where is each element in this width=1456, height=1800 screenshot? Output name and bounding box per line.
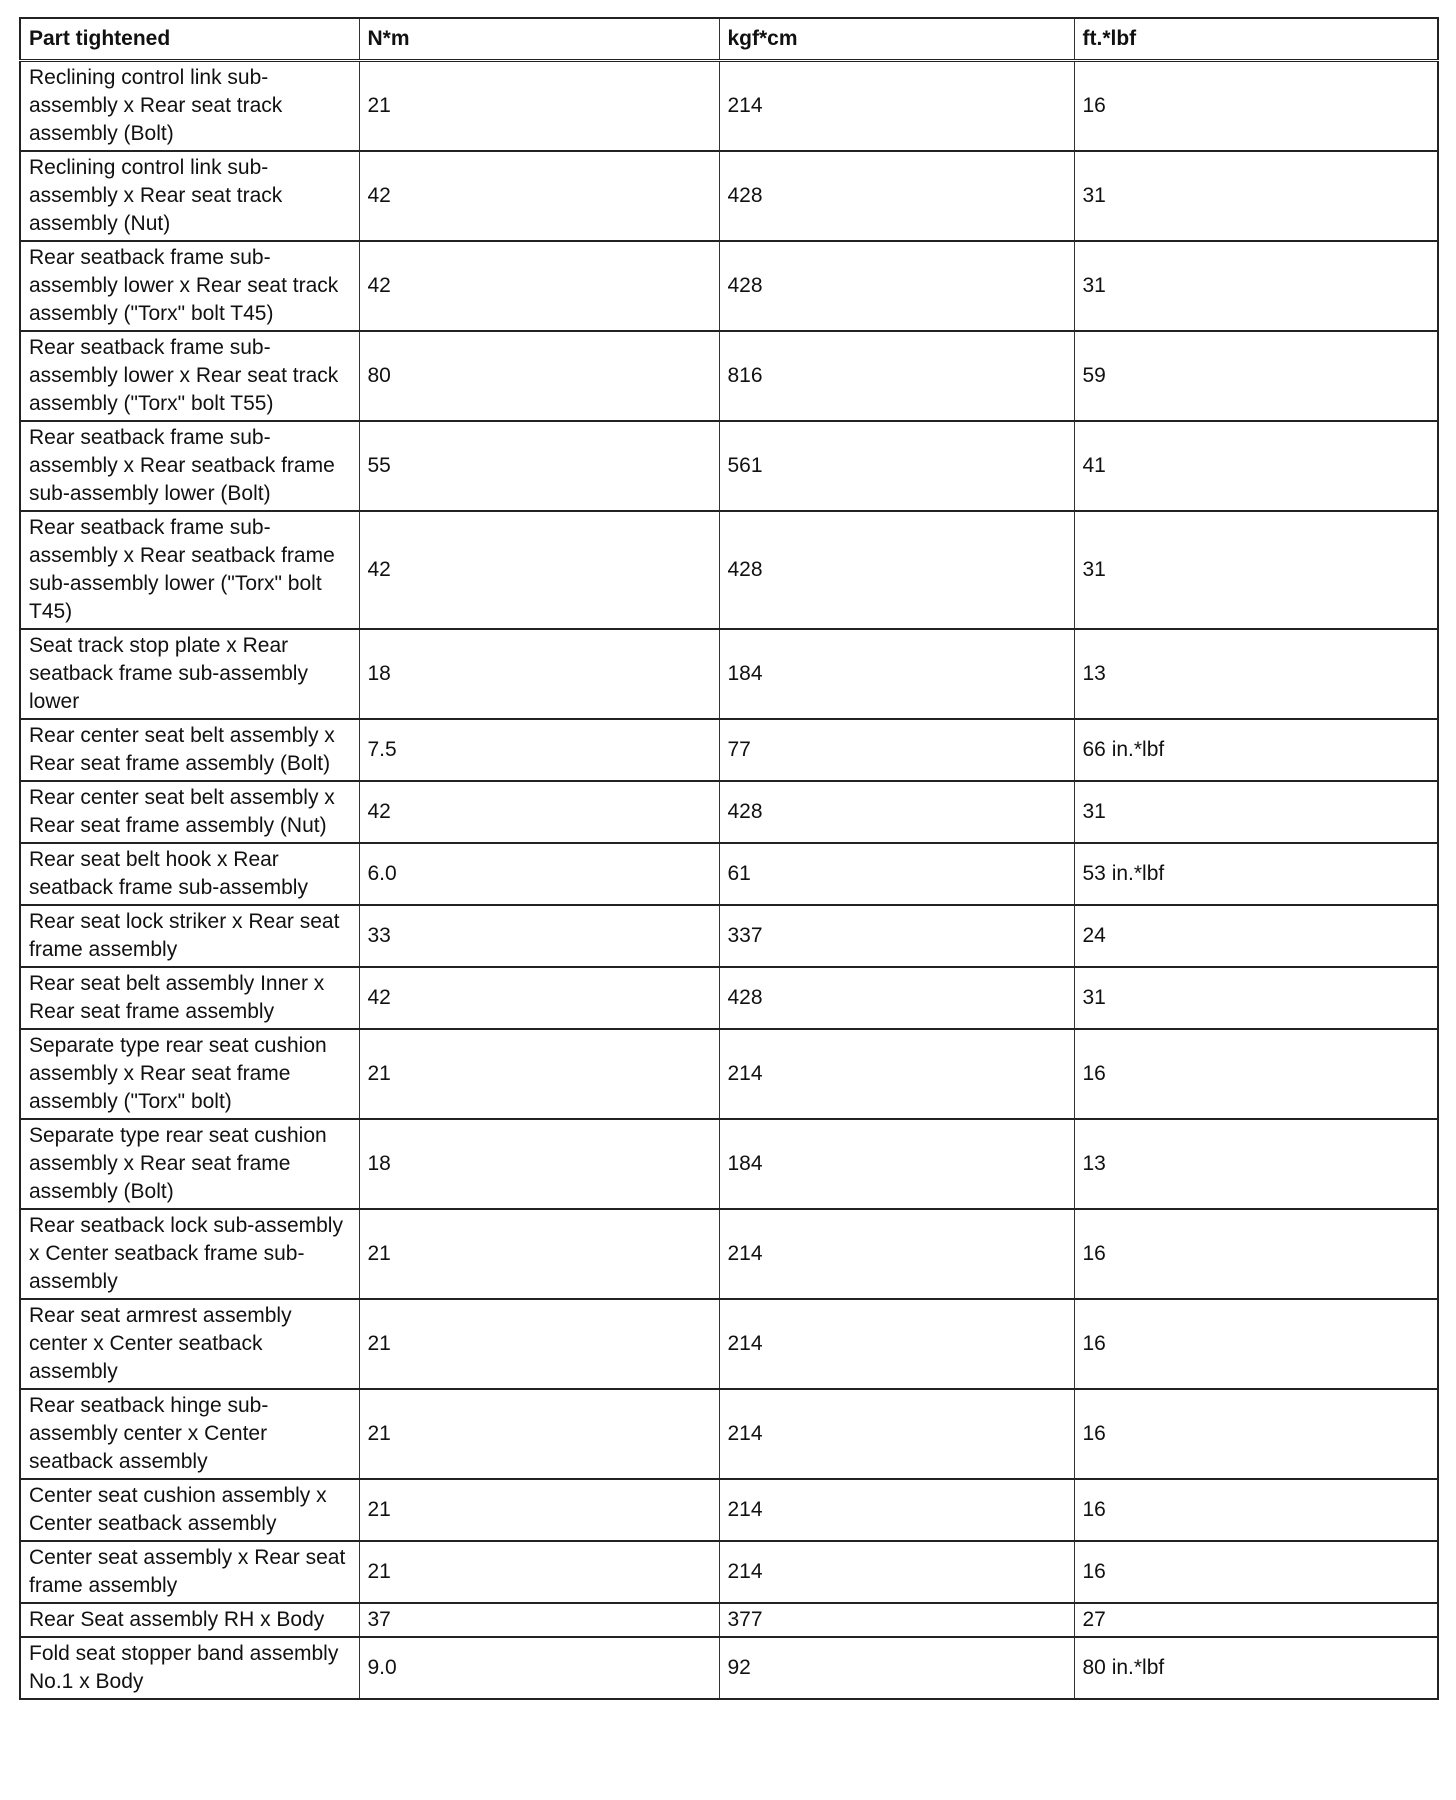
cell-ft-lbf: 13 xyxy=(1074,1119,1438,1209)
cell-kgf-cm: 214 xyxy=(719,1209,1074,1299)
cell-part-tightened: Seat track stop plate x Rear seatback frame sub-assembly lower xyxy=(20,629,359,719)
cell-kgf-cm: 77 xyxy=(719,719,1074,781)
cell-kgf-cm: 377 xyxy=(719,1603,1074,1637)
cell-kgf-cm: 561 xyxy=(719,421,1074,511)
cell-newton-meter: 42 xyxy=(359,781,719,843)
table-row xyxy=(20,905,1438,967)
header-part-tightened: Part tightened xyxy=(20,18,359,61)
cell-part-tightened: Rear seatback frame sub-assembly x Rear seatback frame sub-assembly lower ("Torx" bolt T45) xyxy=(20,511,359,629)
cell-newton-meter: 80 xyxy=(359,331,719,421)
cell-kgf-cm: 428 xyxy=(719,151,1074,241)
cell-kgf-cm: 428 xyxy=(719,241,1074,331)
cell-kgf-cm: 214 xyxy=(719,1541,1074,1603)
table-header xyxy=(20,18,1438,61)
cell-newton-meter: 42 xyxy=(359,967,719,1029)
cell-ft-lbf: 16 xyxy=(1074,1299,1438,1389)
cell-part-tightened: Rear seatback frame sub-assembly x Rear seatback frame sub-assembly lower (Bolt) xyxy=(20,421,359,511)
cell-newton-meter: 7.5 xyxy=(359,719,719,781)
table-row xyxy=(20,1299,1438,1389)
cell-newton-meter: 33 xyxy=(359,905,719,967)
cell-newton-meter: 55 xyxy=(359,421,719,511)
cell-part-tightened: Rear Seat assembly RH x Body xyxy=(20,1603,359,1637)
cell-part-tightened: Reclining control link sub-assembly x Rear seat track assembly (Bolt) xyxy=(20,61,359,152)
cell-ft-lbf: 31 xyxy=(1074,511,1438,629)
cell-part-tightened: Rear center seat belt assembly x Rear seat frame assembly (Nut) xyxy=(20,781,359,843)
header-kgf-cm: kgf*cm xyxy=(719,18,1074,61)
cell-ft-lbf: 16 xyxy=(1074,61,1438,152)
cell-newton-meter: 21 xyxy=(359,1029,719,1119)
cell-part-tightened: Rear seat lock striker x Rear seat frame assembly xyxy=(20,905,359,967)
cell-part-tightened: Fold seat stopper band assembly No.1 x Body xyxy=(20,1637,359,1699)
cell-ft-lbf: 16 xyxy=(1074,1209,1438,1299)
cell-kgf-cm: 428 xyxy=(719,967,1074,1029)
table-row xyxy=(20,719,1438,781)
cell-ft-lbf: 13 xyxy=(1074,629,1438,719)
table-row xyxy=(20,1603,1438,1637)
table-row xyxy=(20,1479,1438,1541)
cell-kgf-cm: 92 xyxy=(719,1637,1074,1699)
cell-kgf-cm: 214 xyxy=(719,61,1074,152)
cell-ft-lbf: 16 xyxy=(1074,1389,1438,1479)
header-newton-meter: N*m xyxy=(359,18,719,61)
cell-newton-meter: 42 xyxy=(359,151,719,241)
cell-ft-lbf: 24 xyxy=(1074,905,1438,967)
cell-part-tightened: Reclining control link sub-assembly x Rear seat track assembly (Nut) xyxy=(20,151,359,241)
table-row xyxy=(20,331,1438,421)
table-row xyxy=(20,151,1438,241)
cell-kgf-cm: 428 xyxy=(719,781,1074,843)
cell-part-tightened: Center seat assembly x Rear seat frame assembly xyxy=(20,1541,359,1603)
table-row xyxy=(20,1209,1438,1299)
cell-part-tightened: Rear center seat belt assembly x Rear seat frame assembly (Bolt) xyxy=(20,719,359,781)
cell-ft-lbf: 31 xyxy=(1074,967,1438,1029)
cell-kgf-cm: 214 xyxy=(719,1389,1074,1479)
cell-ft-lbf: 66 in.*lbf xyxy=(1074,719,1438,781)
cell-newton-meter: 42 xyxy=(359,511,719,629)
cell-ft-lbf: 31 xyxy=(1074,241,1438,331)
cell-ft-lbf: 80 in.*lbf xyxy=(1074,1637,1438,1699)
table-row xyxy=(20,781,1438,843)
cell-newton-meter: 21 xyxy=(359,61,719,152)
table-row xyxy=(20,511,1438,629)
cell-ft-lbf: 16 xyxy=(1074,1479,1438,1541)
cell-newton-meter: 42 xyxy=(359,241,719,331)
header-ft-lbf: ft.*lbf xyxy=(1074,18,1438,61)
table-row xyxy=(20,1541,1438,1603)
cell-part-tightened: Separate type rear seat cushion assembly x Rear seat frame assembly (Bolt) xyxy=(20,1119,359,1209)
cell-newton-meter: 18 xyxy=(359,629,719,719)
cell-ft-lbf: 53 in.*lbf xyxy=(1074,843,1438,905)
cell-part-tightened: Rear seat belt hook x Rear seatback frame sub-assembly xyxy=(20,843,359,905)
cell-newton-meter: 21 xyxy=(359,1299,719,1389)
cell-part-tightened: Rear seatback frame sub-assembly lower x Rear seat track assembly ("Torx" bolt T55) xyxy=(20,331,359,421)
cell-part-tightened: Rear seat belt assembly Inner x Rear seat frame assembly xyxy=(20,967,359,1029)
cell-kgf-cm: 428 xyxy=(719,511,1074,629)
cell-newton-meter: 6.0 xyxy=(359,843,719,905)
cell-newton-meter: 21 xyxy=(359,1209,719,1299)
cell-newton-meter: 9.0 xyxy=(359,1637,719,1699)
cell-part-tightened: Separate type rear seat cushion assembly x Rear seat frame assembly ("Torx" bolt) xyxy=(20,1029,359,1119)
cell-part-tightened: Rear seatback frame sub-assembly lower x Rear seat track assembly ("Torx" bolt T45) xyxy=(20,241,359,331)
cell-kgf-cm: 214 xyxy=(719,1029,1074,1119)
cell-kgf-cm: 184 xyxy=(719,629,1074,719)
cell-kgf-cm: 184 xyxy=(719,1119,1074,1209)
table-row xyxy=(20,1637,1438,1699)
cell-kgf-cm: 337 xyxy=(719,905,1074,967)
table-row xyxy=(20,1029,1438,1119)
table-row xyxy=(20,1119,1438,1209)
cell-ft-lbf: 41 xyxy=(1074,421,1438,511)
cell-ft-lbf: 16 xyxy=(1074,1029,1438,1119)
table-row xyxy=(20,1389,1438,1479)
cell-newton-meter: 37 xyxy=(359,1603,719,1637)
cell-part-tightened: Rear seat armrest assembly center x Center seatback assembly xyxy=(20,1299,359,1389)
cell-ft-lbf: 31 xyxy=(1074,151,1438,241)
cell-part-tightened: Rear seatback hinge sub-assembly center x Center seatback assembly xyxy=(20,1389,359,1479)
cell-kgf-cm: 214 xyxy=(719,1479,1074,1541)
cell-ft-lbf: 27 xyxy=(1074,1603,1438,1637)
table-row xyxy=(20,61,1438,152)
cell-newton-meter: 18 xyxy=(359,1119,719,1209)
table-row xyxy=(20,967,1438,1029)
cell-newton-meter: 21 xyxy=(359,1541,719,1603)
table-row xyxy=(20,421,1438,511)
cell-ft-lbf: 59 xyxy=(1074,331,1438,421)
cell-part-tightened: Rear seatback lock sub-assembly x Center seatback frame sub-assembly xyxy=(20,1209,359,1299)
cell-kgf-cm: 816 xyxy=(719,331,1074,421)
table-row xyxy=(20,629,1438,719)
cell-kgf-cm: 61 xyxy=(719,843,1074,905)
cell-part-tightened: Center seat cushion assembly x Center seatback assembly xyxy=(20,1479,359,1541)
cell-ft-lbf: 31 xyxy=(1074,781,1438,843)
cell-newton-meter: 21 xyxy=(359,1479,719,1541)
cell-ft-lbf: 16 xyxy=(1074,1541,1438,1603)
header-row xyxy=(20,18,1438,61)
table-row xyxy=(20,241,1438,331)
cell-kgf-cm: 214 xyxy=(719,1299,1074,1389)
table-body xyxy=(20,61,1438,1700)
cell-newton-meter: 21 xyxy=(359,1389,719,1479)
torque-specification-table xyxy=(19,17,1439,1700)
table-row xyxy=(20,843,1438,905)
